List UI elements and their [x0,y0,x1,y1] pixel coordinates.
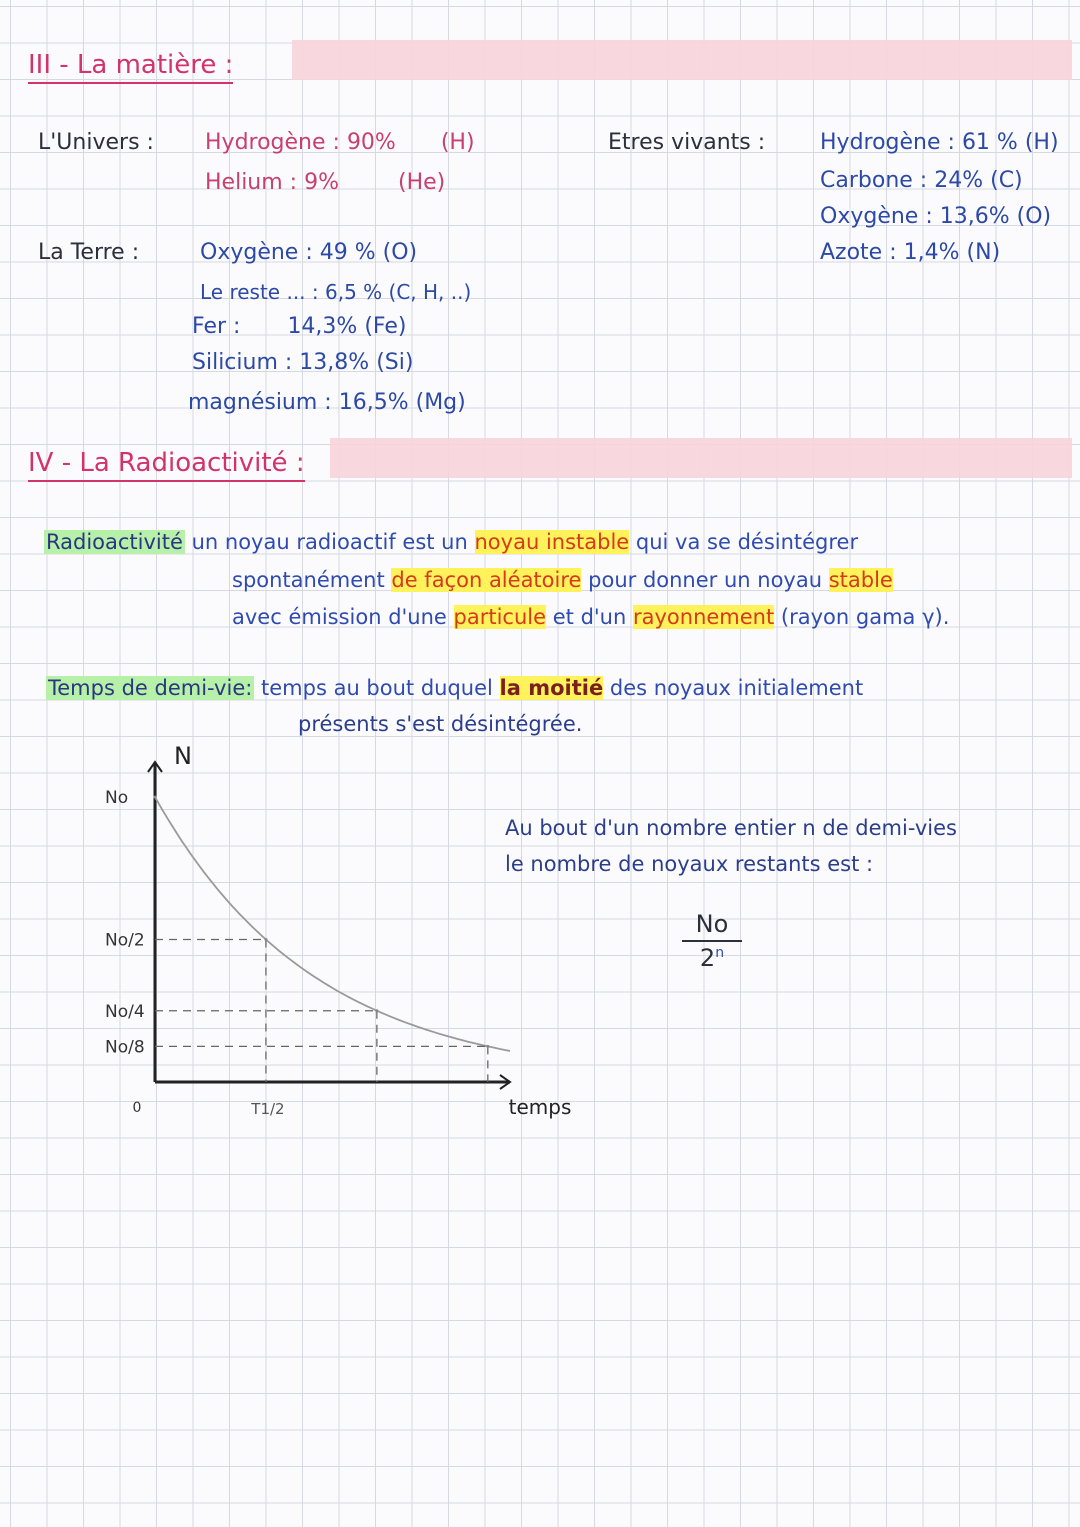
formula-denominator: 2$^n$ [699,944,725,972]
y-tick-label: No [105,788,129,808]
terre-row: Silicium : 13,8% (Si) [192,350,414,375]
vivants-row: Hydrogène : 61 % (H) [820,130,1059,155]
decay-curve [155,797,510,1051]
data-point [264,938,267,941]
origin-label: 0 [132,1100,142,1116]
radioactivite-line-2: spontanément de façon aléatoire pour donner un noyau stable [232,568,893,592]
terre-row: magnésium : 16,5% (Mg) [188,390,466,415]
vivants-label: Etres vivants : [608,130,766,155]
y-axis-label: N [174,742,192,770]
title-highlight-bar [292,40,1072,80]
vivants-row: Oxygène : 13,6% (O) [820,204,1052,229]
note-line-2: le nombre de noyaux restants est : [505,852,874,876]
formula-fraction [682,910,742,972]
data-point [486,1045,489,1048]
data-point [375,1009,378,1012]
y-tick-label: No/8 [105,1037,145,1058]
terre-label: La Terre : [38,240,140,265]
univers-row: Helium : 9% (He) [205,170,446,195]
radioactivite-line-1: Radioactivité un noyau radioactif est un noyau instable qui va se désintégrer [46,530,859,554]
section-4-title: IV - La Radioactivité : [28,448,305,478]
x-tick-label: T1/2 [251,1100,285,1118]
y-tick-label: No/2 [105,930,145,951]
univers-row: Hydrogène : 90% (H) [205,130,475,155]
radioactivite-line-3: avec émission d'une particule et d'un rayonnement (rayon gama γ). [232,605,950,629]
section-3-title: III - La matière : [28,50,233,80]
y-tick-label: No/4 [105,1001,145,1022]
univers-label: L'Univers : [38,130,154,155]
decay-chart [40,732,660,1132]
vivants-row: Azote : 1,4% (N) [820,240,1001,265]
title-highlight-bar [330,438,1072,478]
terre-row: Oxygène : 49 % (O) [200,240,418,265]
formula-numerator: No [682,910,742,942]
terre-row: Le reste ... : 6,5 % (C, H, ..) [200,280,472,304]
demivie-line-2: présents s'est désintégrée. [298,712,583,736]
x-axis-label: temps [508,1095,572,1119]
demivie-line-1: Temps de demi-vie: temps au bout duquel la moitié des noyaux initialement [48,676,864,700]
vivants-row: Carbone : 24% (C) [820,168,1023,193]
note-line-1: Au bout d'un nombre entier n de demi-vies [505,816,957,840]
data-point [154,796,157,799]
terre-row: Fer : 14,3% (Fe) [192,314,407,339]
